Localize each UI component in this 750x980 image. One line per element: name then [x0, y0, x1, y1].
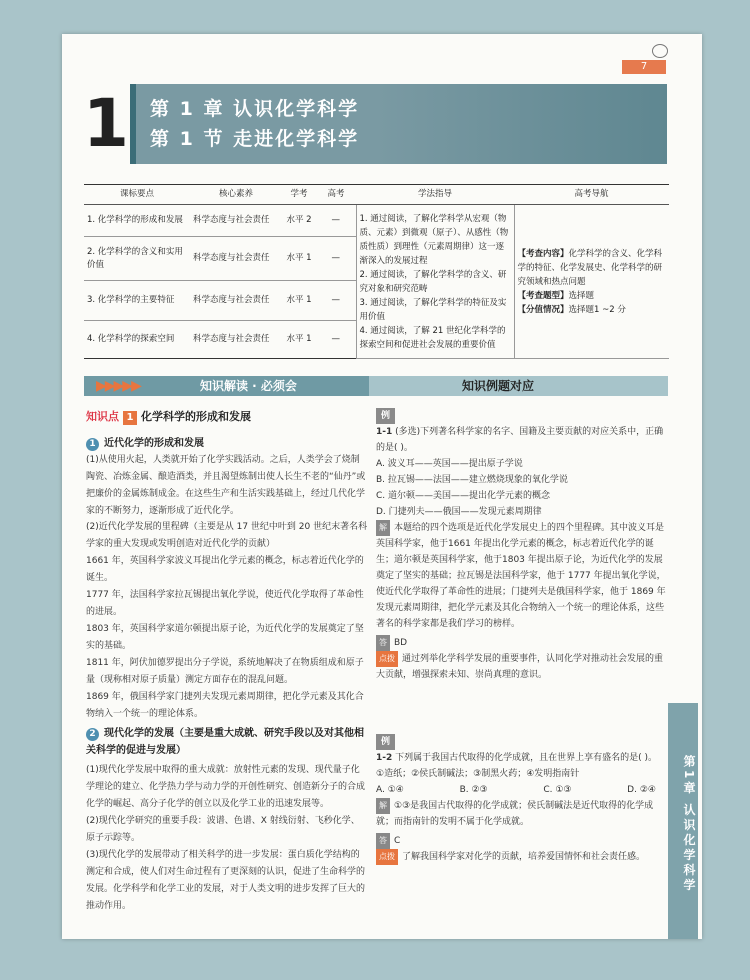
cell-gk: — — [316, 237, 356, 281]
guide-item: 4. 通过阅读，了解 21 世纪化学科学的探索空间和促进社会发展的重要价值 — [359, 325, 506, 350]
col-header: 高考导航 — [514, 185, 669, 205]
cell-point: 1. 化学科学的形成和发展 — [84, 205, 190, 237]
cell-xk: 水平 1 — [282, 321, 316, 359]
chapter-title: 第 1 章 认识化学科学 — [150, 98, 360, 120]
paragraph: 1661 年，英国科学家波义耳提出化学元素的概念，标志着近代化学的诞生。 — [86, 556, 364, 583]
paragraph: 1777 年，法国科学家拉瓦锡提出氧化学说，使近代化学取得了革命性的进展。 — [86, 590, 364, 617]
paragraph: (2)现代化学研究的重要手段：波谱、色谱、X 射线衍射、飞秒化学、原子示踪等。 — [86, 816, 360, 843]
cell-xk: 水平 2 — [282, 205, 316, 237]
solution-label: 解 — [376, 520, 390, 536]
tip-text: 通过列举化学科学发展的重要事件，认同化学对推动社会发展的重大贡献，增强探索未知、崇尚真理的意识。 — [376, 654, 664, 680]
tip-text: 了解我国科学家对化学的贡献，培养爱国情怀和社会责任感。 — [402, 852, 646, 862]
nav-cell — [514, 205, 669, 359]
example-1 — [376, 408, 666, 683]
options-row — [376, 782, 666, 798]
question-text: (多选)下列著名科学家的名字、国籍及主要贡献的对应关系中，正确的是( )。 — [376, 427, 664, 453]
option: C. 道尔顿——美国——提出化学元素的概念 — [376, 491, 551, 501]
tip-label: 点拨 — [376, 849, 398, 865]
example-label: 例 — [376, 734, 395, 750]
nav-item: 【考查题型】选择题 — [517, 290, 595, 301]
page-number: 7 — [622, 60, 666, 74]
example-2 — [376, 734, 666, 865]
cell-literacy: 科学态度与社会责任 — [190, 205, 282, 237]
option: B. 拉瓦锡——法国——建立燃烧现象的氧化学说 — [376, 475, 568, 485]
question-number: 1-1 — [376, 427, 393, 437]
right-section-title: 知识例题对应 — [462, 379, 535, 393]
arrows-icon: ▶▶▶▶▶ — [96, 378, 140, 394]
paragraph: 1803 年，英国科学家道尔顿提出原子论，为近代化学的发展奠定了坚实的基础。 — [86, 624, 364, 651]
paragraph: (2)近代化学发展的里程碑（主要是从 17 世纪中叶到 20 世纪末著名科学家的重大发现或发明创造对近代化学的贡献） — [86, 522, 368, 549]
paragraph: (1)现代化学发展中取得的重大成就：放射性元素的发现、现代量子化学理论的建立、化学热力学与动力学的开创性研究、创造新分子的合成化学的崛起、高分子化学的创立以及化学工业的迅速发展等。 — [86, 765, 366, 809]
option: D. 门捷列夫——俄国——发现元素周期律 — [376, 507, 542, 517]
col-header: 学法指导 — [356, 185, 514, 205]
subsection-heading: 2 现代化学的发展（主要是重大成就、研究手段以及对其他相关科学的促进与发展） — [86, 728, 364, 756]
cell-point: 3. 化学科学的主要特征 — [84, 281, 190, 321]
option: A. 波义耳——英国——提出原子学说 — [376, 459, 523, 469]
solution-text: ①③是我国古代取得的化学成就；侯氏制碱法是近代取得的化学成就；而指南针的发明不属于化学成就。 — [376, 801, 654, 827]
knowledge-point-heading: 知识点 1 化学科学的形成和发展 — [86, 410, 251, 423]
cell-gk: — — [316, 321, 356, 359]
col-header: 核心素养 — [190, 185, 282, 205]
guide-item: 1. 通过阅读，了解化学科学从宏观（物质、元素）到微观（原子）、从感性（物质性质）到理性（元素周期律）这一逐渐深入的发展过程 — [359, 213, 509, 266]
tip-label: 点拨 — [376, 651, 398, 667]
cell-literacy: 科学态度与社会责任 — [190, 321, 282, 359]
nav-item: 【考查内容】化学科学的含义、化学科学的特征、化学发展史、化学科学的研究领域和热点问题 — [517, 248, 663, 287]
chapter-side-tab: 第1章 认识化学科学 — [668, 703, 698, 939]
question-number: 1-2 — [376, 753, 393, 763]
cell-xk: 水平 1 — [282, 281, 316, 321]
answer-text: BD — [394, 638, 408, 648]
paragraph: 1869 年，俄国科学家门捷列夫发现元素周期律，把化学元素及其化合物纳入一个统一的理论体系。 — [86, 692, 364, 719]
guide-item: 3. 通过阅读，了解化学科学的特征及实用价值 — [359, 297, 507, 322]
speech-bubble-icon — [652, 44, 668, 58]
cell-literacy: 科学态度与社会责任 — [190, 237, 282, 281]
paragraph: (3)现代化学的发展带动了相关科学的进一步发展：蛋白质化学结构的测定和合成，使人们对生命过程有了更深刻的认识，促进了生命科学的发展。化学科学和化学工业的发展，对于人类文明的进步发挥了巨大的推动作用。 — [86, 850, 366, 911]
chapter-header-band — [376, 84, 667, 164]
paragraph: (1)从使用火起，人类就开始了化学实践活动。之后，人类学会了烧制陶瓷、冶炼金属、酿造酒类，并且渴望炼制出使人长生不老的“仙丹”或把廉价的金属炼制成金。在这些生产和生活实践基础上，经过几代化学家的不断努力，逐渐形成了近代化学。 — [86, 455, 366, 516]
answer-text: C — [394, 836, 401, 846]
curriculum-table — [84, 184, 669, 359]
col-header: 课标要点 — [84, 185, 190, 205]
cell-literacy: 科学态度与社会责任 — [190, 281, 282, 321]
nav-item: 【分值情况】选择题1 ~2 分 — [517, 304, 626, 315]
guide-item: 2. 通过阅读，了解化学科学的含义、研究对象和研究范畴 — [359, 269, 507, 294]
col-header: 学考 — [282, 185, 316, 205]
option: C. ①③ — [543, 785, 572, 795]
cell-gk: — — [316, 205, 356, 237]
option: A. ①④ — [376, 785, 404, 795]
table-header-row — [84, 185, 669, 205]
chapter-number: 1 — [82, 84, 136, 164]
col-header: 高考 — [316, 185, 356, 205]
option: B. ②③ — [459, 785, 488, 795]
table-row — [84, 205, 669, 237]
subsection-heading: 1 近代化学的形成和发展 — [86, 434, 204, 451]
guide-cell — [356, 205, 514, 359]
cell-point: 4. 化学科学的探索空间 — [84, 321, 190, 359]
cell-gk: — — [316, 281, 356, 321]
example-label: 例 — [376, 408, 395, 424]
answer-label: 答 — [376, 833, 390, 849]
solution-text: 本题给的四个选项是近代化学发展史上的四个里程碑。其中波义耳是英国科学家，他于1661 年提出化学元素的概念，标志着近代化学的诞生；道尔顿是英国科学家，他于1803 年提出原子论，为近代化学的发展奠定了坚实的基础；拉瓦锡是法国科学家，他于 1777 年提出氧化学说，使近代化学取得了革命性的进展；门捷列夫是俄国科学家，他于 1869 年发现元素周期律，把化学元素及其化合物纳入一个统一的理论体系，这些著名的科学家都是我们学习的榜样。 — [376, 523, 666, 629]
solution-label: 解 — [376, 798, 390, 814]
cell-xk: 水平 1 — [282, 237, 316, 281]
option: D. ②④ — [627, 785, 656, 795]
cell-point: 2. 化学科学的含义和实用价值 — [84, 237, 190, 281]
left-section-title: 知识解读 · 必须会 — [200, 379, 297, 393]
paragraph: 1811 年，阿伏加德罗提出分子学说，系统地解决了在物质组成和原子量（现称相对原子质量）测定方面存在的混乱问题。 — [86, 658, 364, 685]
question-text: 下列属于我国古代取得的化学成就，且在世界上享有盛名的是( )。 — [395, 753, 658, 763]
answer-label: 答 — [376, 635, 390, 651]
section-title: 第 1 节 走进化学科学 — [150, 128, 360, 150]
question-items: ①造纸；②侯氏制碱法；③制黑火药；④发明指南针 — [376, 769, 580, 779]
